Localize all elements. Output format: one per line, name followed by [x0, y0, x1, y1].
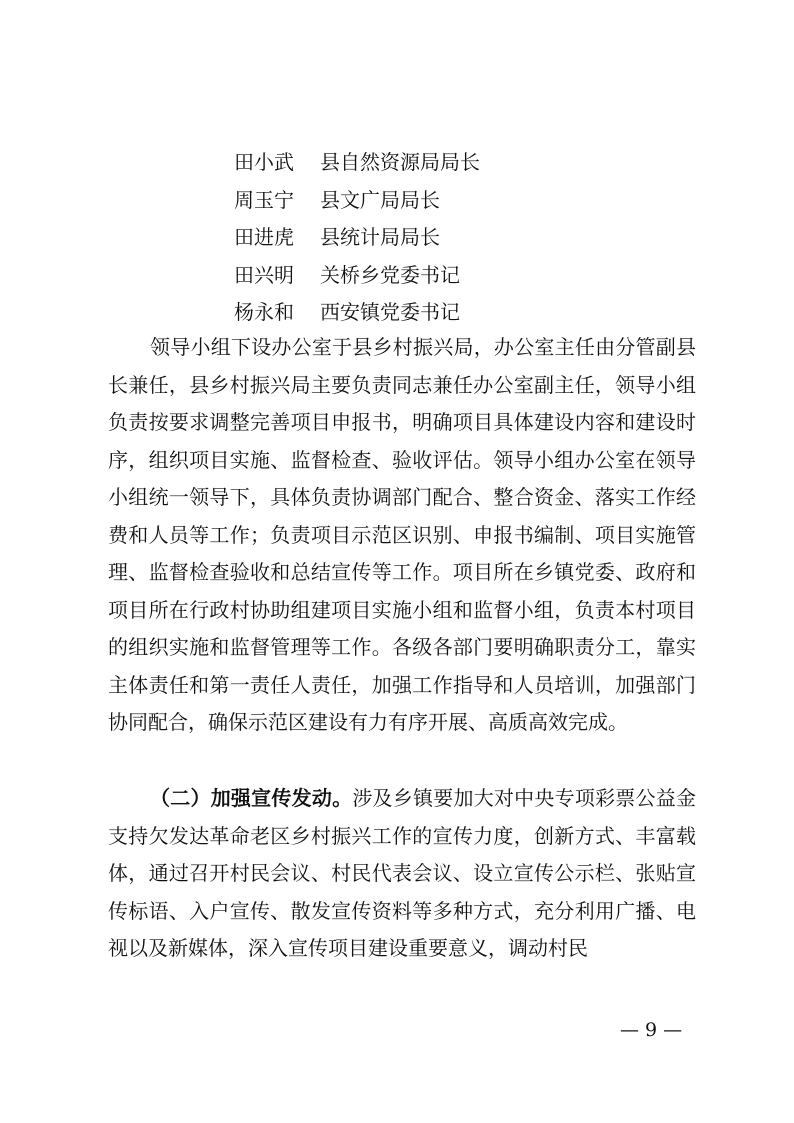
- member-row: [234, 257, 480, 295]
- page-number: — 9 —: [620, 1019, 683, 1041]
- member-row: [234, 182, 480, 220]
- section-body: 涉及乡镇要加大对中央专项彩票公益金支持欠发达革命老区乡村振兴工作的宣传力度，创新方式、丰富载体，通过召开村民会议、村民代表会议、设立宣传公示栏、张贴宣传标语、入户宣传、散发宣传资料等多种方式，充分利用广播、电视以及新媒体，深入宣传项目建设重要意义，调动村民: [108, 786, 697, 960]
- member-title: 关桥乡党委书记: [320, 262, 460, 287]
- member-row: [234, 144, 480, 182]
- member-title: 西安镇党委书记: [320, 300, 460, 324]
- member-name: 田进虎: [234, 225, 294, 249]
- section-heading: （二）加强宣传发动。: [150, 786, 353, 810]
- member-title: 县统计局局长: [320, 225, 440, 249]
- member-name: 周玉宁: [234, 187, 294, 212]
- member-title: 县文广局局长: [320, 187, 440, 212]
- office-responsibility-paragraph: 领导小组下设办公室于县乡村振兴局，办公室主任由分管副县长兼任，县乡村振兴局主要负责同志兼任办公室副主任，领导小组负责按要求调整完善项目申报书，明确项目具体建设内容和建设时序，组织项目实施、监督检查、验收评估。领导小组办公室在领导小组统一领导下，具体负责协调部门配合、整合资金、落实工作经费和人员等工作；负责项目示范区识别、申报书编制、项目实施管理、监督检查验收和总结宣传等工作。项目所在乡镇党委、政府和项目所在行政村协助组建项目实施小组和监督小组，负责本村项目的组织实施和监督管理等工作。各级各部门要明确职责分工，靠实主体责任和第一责任人责任，加强工作指导和人员培训，加强部门协同配合，确保示范区建设有力有序开展、高质高效完成。: [108, 335, 696, 734]
- member-row: [234, 219, 480, 257]
- member-row: [234, 294, 480, 332]
- member-title: 县自然资源局局长: [320, 150, 480, 174]
- member-name: 田小武: [234, 150, 294, 174]
- member-name: 田兴明: [234, 262, 294, 287]
- publicity-paragraph: [108, 780, 696, 968]
- leadership-member-list: [234, 144, 480, 332]
- member-name: 杨永和: [234, 300, 294, 324]
